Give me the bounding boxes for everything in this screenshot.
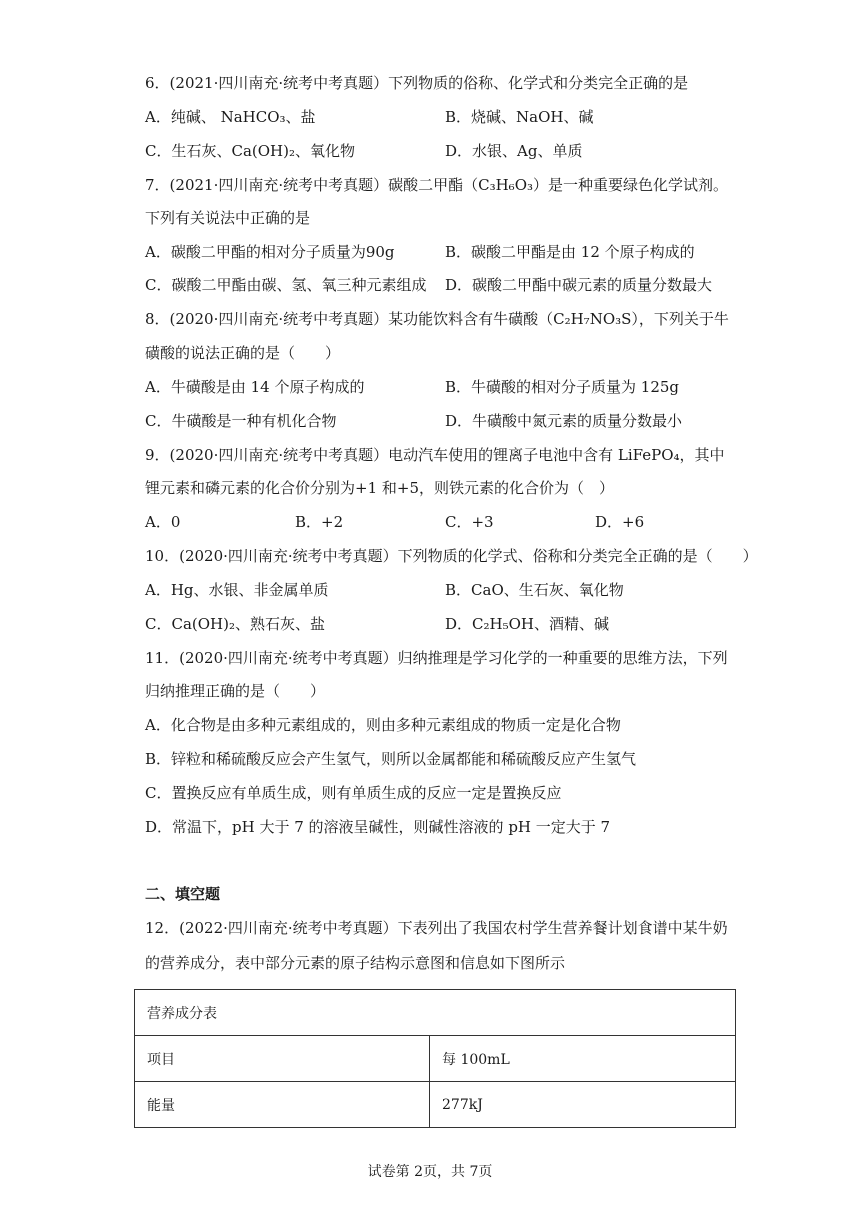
q11-option-a: A．化合物是由多种元素组成的，则由多种元素组成的物质一定是化合物	[145, 716, 621, 734]
q11-option-c: C．置换反应有单质生成，则有单质生成的反应一定是置换反应	[145, 784, 562, 802]
question-10-stem: 10．(2020·四川南充·统考中考真题）下列物质的化学式、俗称和分类完全正确的是（ ）	[145, 547, 758, 565]
table-cell: 项目	[135, 1036, 430, 1082]
question-7-stem: 7．(2021·四川南充·统考中考真题）碳酸二甲酯（C₃H₆O₃）是一种重要绿色化学试剂。	[145, 176, 729, 194]
question-12-stem-cont: 的营养成分，表中部分元素的原子结构示意图和信息如下图所示	[145, 954, 566, 972]
q6-option-d: D．水银、Ag、单质	[445, 142, 583, 160]
q6-option-c: C．生石灰、Ca(OH)₂、氧化物	[145, 142, 355, 160]
question-11-stem-cont: 归纳推理正确的是（ ）	[145, 682, 326, 700]
question-12-stem: 12．(2022·四川南充·统考中考真题）下表列出了我国农村学生营养餐计划食谱中某牛奶	[145, 919, 728, 937]
question-9-stem: 9．(2020·四川南充·统考中考真题）电动汽车使用的锂离子电池中含有 LiFePO₄，其中	[145, 446, 725, 464]
q8-option-a: A．牛磺酸是由 14 个原子构成的	[145, 378, 365, 396]
q8-option-c: C．牛磺酸是一种有机化合物	[145, 412, 337, 430]
q6-option-b: B．烧碱、NaOH、碱	[445, 108, 594, 126]
table-cell: 277kJ	[430, 1082, 736, 1128]
table-title-row	[135, 990, 736, 1036]
q10-option-c: C．Ca(OH)₂、熟石灰、盐	[145, 615, 325, 633]
question-9-stem-cont: 锂元素和磷元素的化合价分别为+1 和+5，则铁元素的化合价为（ ）	[145, 479, 614, 497]
question-8-stem-cont: 磺酸的说法正确的是（ ）	[145, 344, 341, 362]
section-heading: 二、填空题	[145, 885, 221, 903]
nutrition-table	[134, 989, 736, 1128]
q6-option-a: A．纯碱、 NaHCO₃、盐	[145, 108, 316, 126]
q9-option-d: D．+6	[595, 513, 645, 531]
q9-option-c: C．+3	[445, 513, 494, 531]
table-title: 营养成分表	[135, 990, 736, 1036]
question-11-stem: 11．(2020·四川南充·统考中考真题）归纳推理是学习化学的一种重要的思维方法，下列	[145, 649, 728, 667]
question-6-stem: 6．(2021·四川南充·统考中考真题）下列物质的俗称、化学式和分类完全正确的是	[145, 74, 689, 92]
q8-option-d: D．牛磺酸中氮元素的质量分数最小	[445, 412, 683, 430]
q7-option-c: C．碳酸二甲酯由碳、氢、氧三种元素组成	[145, 276, 427, 294]
q7-option-b: B．碳酸二甲酯是由 12 个原子构成的	[445, 243, 695, 261]
question-7-stem-cont: 下列有关说法中正确的是	[145, 209, 311, 227]
q7-option-d: D．碳酸二甲酯中碳元素的质量分数最大	[445, 276, 713, 294]
table-cell: 每 100mL	[430, 1036, 736, 1082]
q11-option-b: B．锌粒和稀硫酸反应会产生氢气，则所以金属都能和稀硫酸反应产生氢气	[145, 750, 637, 768]
q10-option-d: D．C₂H₅OH、酒精、碱	[445, 615, 609, 633]
table-cell: 能量	[135, 1082, 430, 1128]
table-row	[135, 1082, 736, 1128]
page-footer: 试卷第 2页，共 7页	[367, 1164, 493, 1180]
q10-option-b: B．CaO、生石灰、氧化物	[445, 581, 624, 599]
q7-option-a: A．碳酸二甲酯的相对分子质量为90g	[145, 243, 395, 261]
table-row	[135, 1036, 736, 1082]
q9-option-b: B．+2	[295, 513, 344, 531]
q10-option-a: A．Hg、水银、非金属单质	[145, 581, 329, 599]
q9-option-a: A．0	[145, 513, 181, 531]
q11-option-d: D．常温下，pH 大于 7 的溶液呈碱性，则碱性溶液的 pH 一定大于 7	[145, 818, 611, 836]
question-8-stem: 8．(2020·四川南充·统考中考真题）某功能饮料含有牛磺酸（C₂H₇NO₃S），下列关于牛	[145, 310, 729, 328]
q8-option-b: B．牛磺酸的相对分子质量为 125g	[445, 378, 680, 396]
